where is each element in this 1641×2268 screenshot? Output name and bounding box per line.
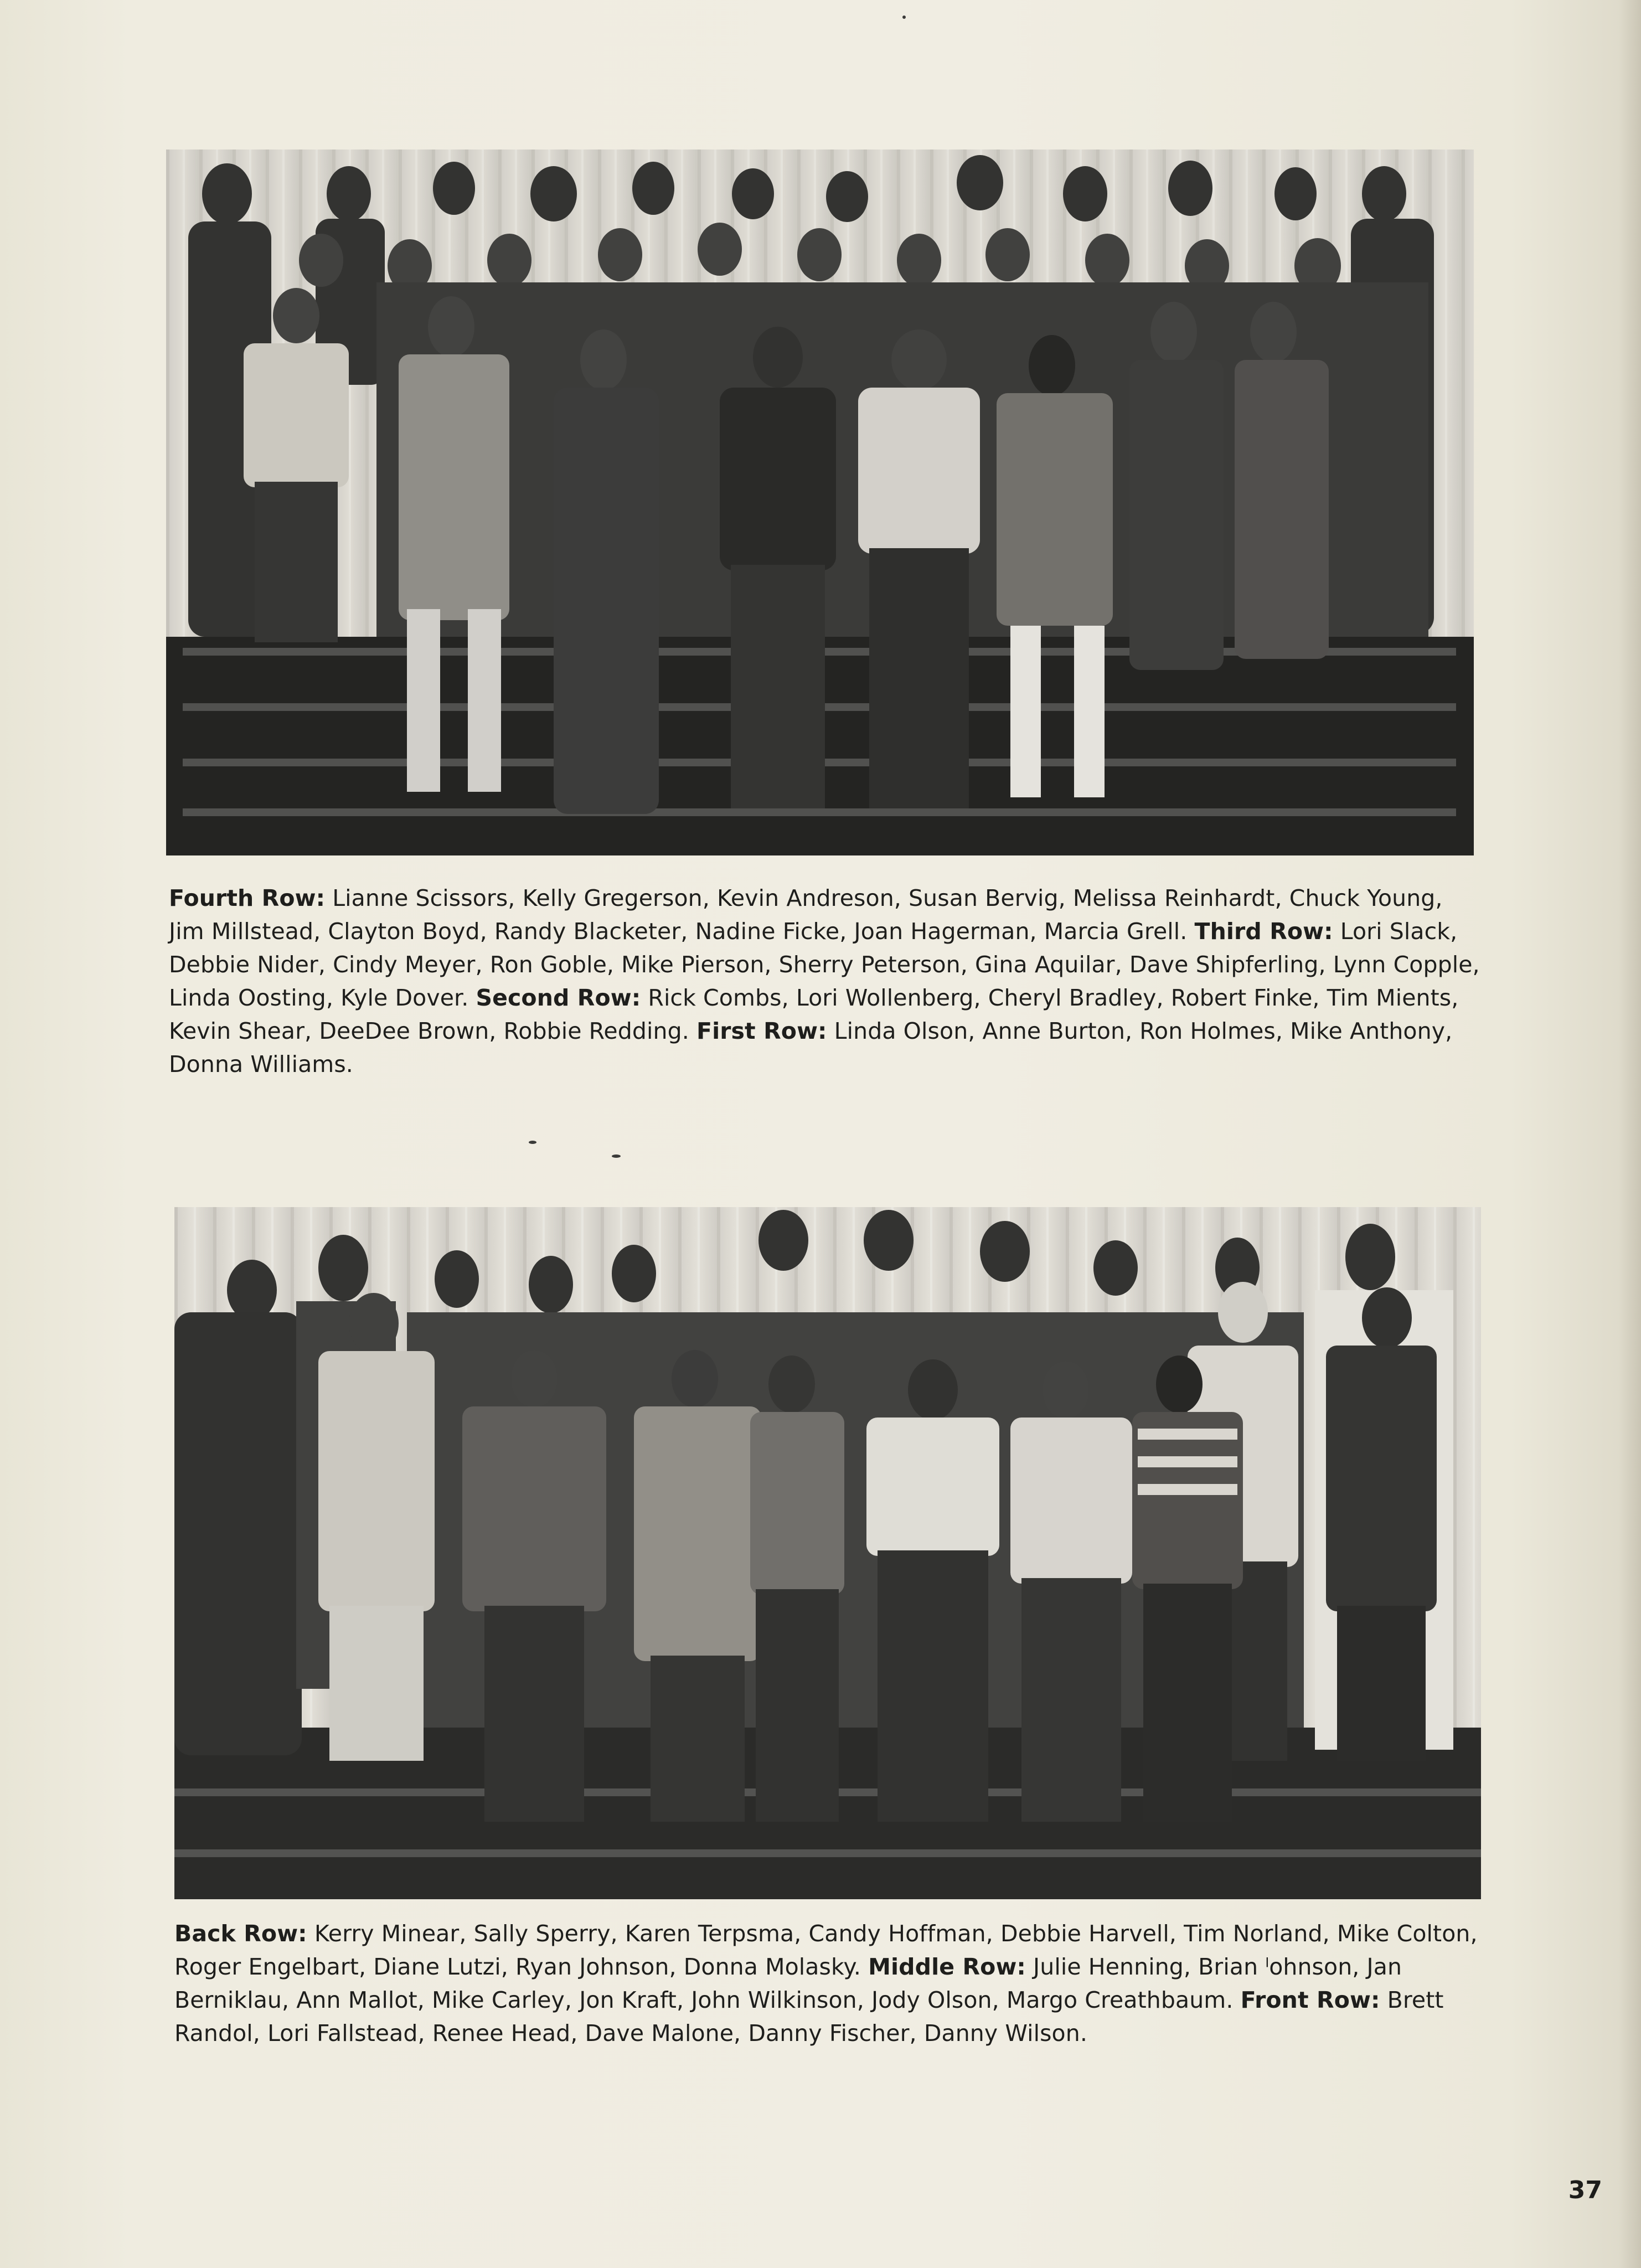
page-number: 37 [1568, 2176, 1602, 2204]
class-photo-1 [166, 150, 1474, 855]
page-edge-shadow [1619, 0, 1641, 2268]
caption-row-label: Back Row: [174, 1920, 307, 1947]
caption-row-label: First Row: [696, 1018, 827, 1044]
caption-row-names: Lianne Scissors, Kelly Gregerson, Kevin Andreson, Susan Bervig, Melissa Reinhardt, Chuck Young, Jim Millstead, Clayton Boyd, Randy Blacketer, Nadine Ficke, Joan Hagerman, Marcia Grell. [169, 885, 1443, 945]
class-photo-2 [174, 1207, 1481, 1899]
print-smudge [529, 1141, 536, 1144]
caption-row-names: Julie Henning, Brian ˡohnson, Jan Berniklau, Ann Mallot, Mike Carley, Jon Kraft, John Wilkinson, Jody Olson, Margo Creathbaum. [174, 1953, 1402, 2013]
class-photo-2-caption [174, 1917, 1488, 2050]
class-photo-1-caption [169, 882, 1482, 1081]
caption-row-label: Third Row: [1194, 918, 1333, 945]
caption-row-label: Front Row: [1240, 1987, 1380, 2013]
caption-row-label: Fourth Row: [169, 885, 326, 911]
caption-row-names: Rick Combs, Lori Wollenberg, Cheryl Bradley, Robert Finke, Tim Mients, Kevin Shear, DeeDee Brown, Robbie Redding. [169, 984, 1459, 1044]
print-smudge [612, 1154, 621, 1158]
print-smudge [902, 16, 906, 19]
caption-row-label: Second Row: [476, 984, 641, 1011]
class-photo-1-image [166, 150, 1474, 855]
caption-row-label: Middle Row: [868, 1953, 1026, 1980]
caption-row-names: Brett Randol, Lori Fallstead, Renee Head, Dave Malone, Danny Fischer, Danny Wilson. [174, 1987, 1444, 2047]
class-photo-2-image [174, 1207, 1481, 1899]
caption-row-names: Lori Slack, Debbie Nider, Cindy Meyer, Ron Goble, Mike Pierson, Sherry Peterson, Gina Aquilar, Dave Shipferling, Lynn Copple, Linda Oosting, Kyle Dover. [169, 918, 1480, 1011]
caption-row-names: Kerry Minear, Sally Sperry, Karen Terpsma, Candy Hoffman, Debbie Harvell, Tim Norland, Mike Colton, Roger Engelbart, Diane Lutzi, Ryan Johnson, Donna Molasky. [174, 1920, 1478, 1980]
caption-row-names: Linda Olson, Anne Burton, Ron Holmes, Mike Anthony, Donna Williams. [169, 1018, 1453, 1078]
